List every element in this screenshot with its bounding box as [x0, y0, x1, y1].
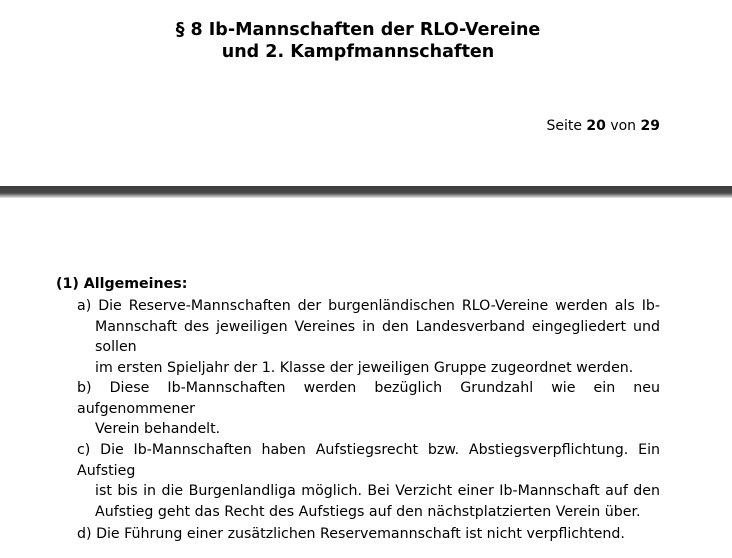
- paragraph-line: [77, 296, 660, 317]
- section-heading: [0, 19, 716, 63]
- paragraph-d: [77, 524, 660, 545]
- page-separator: [0, 186, 732, 198]
- list-marker: b): [77, 380, 92, 396]
- paragraph-line: [77, 440, 660, 481]
- paragraph-line: Mannschaft des jeweiligen Vereines in den Landesverband eingegliedert und sollen: [95, 318, 660, 356]
- paragraph-text: Die Führung einer zusätzlichen Reservemannschaft ist nicht verpflichtend.: [96, 526, 625, 542]
- heading-line-1: § 8 Ib-Mannschaften der RLO-Vereine: [175, 20, 541, 40]
- paragraph-a: [77, 296, 660, 379]
- list-marker: a): [77, 298, 92, 314]
- paragraph-line: [77, 524, 660, 545]
- paragraph-text: Diese Ib-Mannschaften werden bezüglich Grundzahl wie ein neu aufgenommener: [77, 380, 660, 417]
- paragraph-text: Die Reserve-Mannschaften der burgenländischen RLO-Vereine werden als Ib-: [98, 298, 660, 314]
- paragraph-b: [77, 378, 660, 440]
- paragraph-line: im ersten Spieljahr der 1. Klasse der jeweiligen Gruppe zugeordnet werden.: [95, 360, 634, 377]
- page-counter-separator: von: [610, 118, 637, 134]
- paragraph-line: [77, 378, 660, 419]
- paragraph-c: [77, 440, 660, 523]
- page-counter: [546, 117, 660, 135]
- list-marker: c): [77, 442, 91, 458]
- paragraph-line: Aufstieg geht das Recht des Aufstiegs auf den nächstplatzierten Verein über.: [95, 504, 641, 521]
- paragraph-line: ist bis in die Burgenlandliga möglich. Bei Verzicht einer Ib-Mannschaft auf den: [95, 483, 660, 500]
- page-counter-total: 29: [640, 118, 660, 134]
- page-counter-prefix: Seite: [546, 118, 582, 134]
- page-counter-current: 20: [586, 118, 606, 134]
- subsection-title: (1) Allgemeines:: [56, 276, 188, 292]
- paragraph-line: Verein behandelt.: [95, 421, 221, 438]
- document-page-20: [0, 0, 732, 186]
- heading-line-2: und 2. Kampfmannschaften: [221, 42, 495, 62]
- paragraph-text: Die Ib-Mannschaften haben Aufstiegsrecht bzw. Abstiegsverpflichtung. Ein Aufstieg: [77, 442, 661, 479]
- list-marker: d): [77, 526, 92, 542]
